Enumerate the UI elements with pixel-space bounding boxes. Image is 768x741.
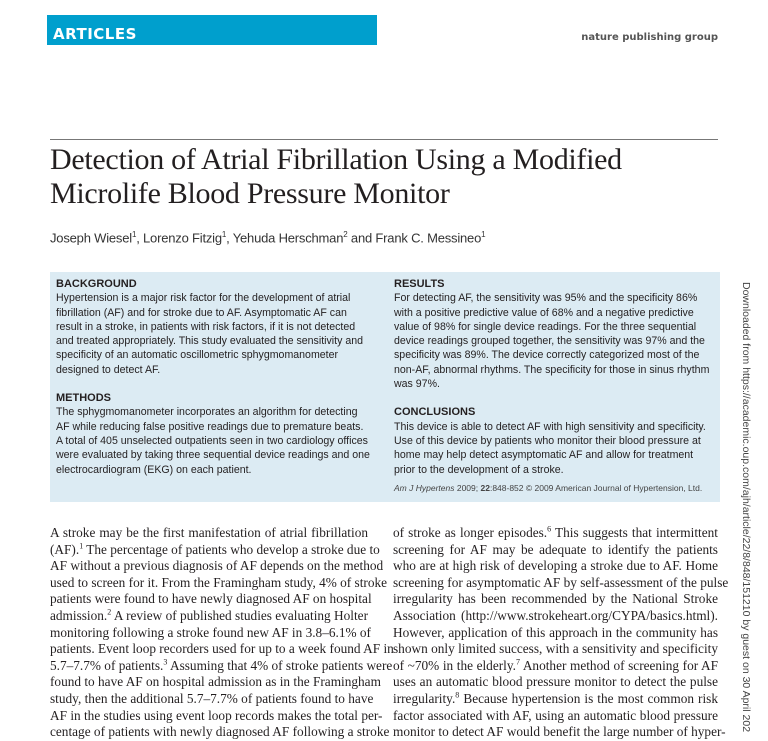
body-text-line: [393, 658, 718, 675]
body-text-line: [50, 608, 368, 625]
text-run: Assuming that 4% of stroke patients were: [167, 657, 393, 673]
abstract-box: [50, 272, 720, 502]
body-text-line: [393, 641, 718, 658]
text-run: Another method of screening for AF: [519, 657, 719, 673]
text-run: (AF).: [50, 541, 80, 557]
text-run: study, then the additional 5.7–7.7% of patients found to have: [50, 690, 374, 706]
text-run: A review of published studies evaluating Holter: [111, 607, 368, 623]
text-run: The percentage of patients who develop a stroke due to: [83, 541, 380, 557]
body-text-line: [50, 657, 393, 675]
author-name: Frank C. Messineo: [375, 230, 482, 246]
abstract-line: were evaluated by taking three sequential device readings and one: [56, 449, 370, 462]
abstract-line: home may help detect asymptomatic AF and allow for treatment: [394, 449, 694, 462]
abstract-line: AF while reducing false positive readings due to premature beats.: [56, 420, 364, 433]
body-text-line: [393, 574, 729, 592]
body-text-line: [393, 674, 718, 691]
body-text-line: [50, 707, 383, 725]
affiliation-marker: 1: [481, 230, 486, 239]
abstract-line: prior to the development of a stroke.: [394, 463, 564, 476]
download-watermark: Downloaded from https://academic.oup.com/ajh/article/22/8/848/151210 by guest on 30 April 202: [740, 282, 752, 733]
body-text-line: [50, 674, 381, 691]
body-left-column: [50, 525, 394, 741]
methods-heading: METHODS: [56, 392, 111, 405]
text-run: of ~70% in the elderly.: [393, 657, 516, 673]
abstract-line: For detecting AF, the sensitivity was 95% and the specificity 86%: [394, 292, 698, 305]
title-line: Detection of Atrial Fibrillation Using a Modified: [50, 143, 622, 176]
title-rule: [50, 139, 718, 140]
abstract-line: electrocardiogram (EKG) on each patient.: [56, 463, 252, 476]
affiliation-marker: 1: [131, 230, 137, 239]
abstract-line: with a positive predictive value of 68% and a negative predictive: [394, 306, 694, 319]
reference-marker: 7: [515, 657, 520, 667]
body-text-line: [50, 724, 390, 741]
author-name: Joseph Wiesel: [50, 230, 132, 246]
body-text-line: [393, 608, 718, 625]
reference-marker: 8: [455, 690, 460, 700]
reference-marker: 2: [107, 607, 112, 617]
body-right-column: [393, 524, 729, 741]
reference-marker: 1: [79, 541, 84, 551]
section-label: ARTICLES: [53, 25, 137, 43]
conclusions-heading: CONCLUSIONS: [394, 406, 476, 419]
text-run: AF in the studies using event loop records makes the total per-: [50, 707, 383, 723]
abstract-right-column: [394, 277, 714, 495]
reference-marker: 6: [547, 524, 552, 534]
text-run: A stroke may be the first manifestation of atrial fibrillation: [50, 525, 368, 540]
text-run: patients were found to have newly diagnosed AF on hospital: [50, 591, 372, 607]
text-run: irregularity.: [393, 690, 456, 706]
body-text-line: [50, 641, 394, 658]
text-run: factor associated with AF, using an automatic blood pressure: [393, 707, 718, 723]
author-name: Lorenzo Fitzig: [143, 230, 222, 246]
body-text-line: [50, 591, 372, 608]
body-text-line: [50, 525, 368, 542]
section-banner: [47, 15, 377, 45]
text-run: centage of patients with newly diagnosed AF following a stroke: [50, 724, 390, 740]
text-run: This suggests that intermittent: [551, 525, 718, 540]
abstract-line: specificity of an automatic oscillometric sphygmomanometer: [56, 349, 339, 362]
conclusions-text: [394, 420, 714, 477]
author-name: Yehuda Herschman: [232, 230, 344, 246]
body-text-line: [50, 541, 380, 559]
abstract-line: and treated appropriately. This study evaluated the sensitivity and: [56, 335, 364, 348]
text-run: AF without a previous diagnosis of AF depends on the method: [50, 558, 384, 574]
text-run: uses an automatic blood pressure monitor to detect the pulse: [393, 674, 718, 690]
abstract-line: A total of 405 unselected outpatients seen in two cardiology offices: [56, 434, 368, 447]
title-line: Microlife Blood Pressure Monitor: [50, 177, 450, 210]
abstract-left-column: [56, 277, 376, 477]
body-text-line: [50, 574, 388, 592]
body-text-line: [393, 625, 718, 642]
affiliation-marker: 2: [343, 230, 348, 239]
abstract-line: specificity was 89%. The device correctly categorized most of the: [394, 349, 700, 362]
author-separator: and: [347, 230, 376, 246]
article-title: [50, 143, 622, 211]
abstract-line: fibrillation (AF) and for stroke due to AF. Asymptomatic AF can: [56, 306, 347, 319]
text-run: monitoring following a stroke found new AF in 3.8–6.1% of: [50, 624, 371, 640]
reference-marker: 3: [163, 657, 168, 667]
abstract-line: The sphygmomanometer incorporates an algorithm for detecting: [56, 406, 358, 419]
affiliation-marker: 1: [221, 230, 227, 239]
abstract-line: non-AF, abnormal rhythms. The specificity for those in sinus rhythm: [394, 363, 710, 376]
text-run: 5.7–7.7% of patients.: [50, 657, 164, 673]
author-list: [50, 230, 485, 245]
text-run: of stroke as longer episodes.: [393, 525, 548, 540]
text-run: monitor to detect AF would benefit the large number of hyper-: [393, 724, 726, 740]
publisher-name: nature publishing group: [581, 32, 718, 43]
text-run: found to have AF on hospital admission as in the Framingham: [50, 674, 381, 690]
body-text-line: [50, 558, 384, 575]
abstract-line: value of 98% for single device readings. For the three sequential: [394, 320, 697, 333]
text-run: Association (http://www.strokeheart.org/CYPA/basics.html).: [393, 607, 718, 623]
body-text-line: [393, 525, 718, 542]
citation: Am J Hypertens 2009; 22:848-852 © 2009 American Journal of Hypertension, Ltd.: [394, 482, 703, 493]
text-run: irregularity has been recommended by the National Stroke: [393, 591, 718, 607]
author-separator: ,: [136, 230, 144, 246]
body-text-line: [50, 624, 371, 642]
abstract-line: result in a stroke, in patients with risk factors, if it is not detected: [56, 320, 356, 333]
body-text-line: [393, 708, 718, 725]
abstract-line: Use of this device by patients who monitor their blood pressure at: [394, 434, 701, 447]
abstract-line: Hypertension is a major risk factor for the development of atrial: [56, 292, 351, 305]
abstract-line: This device is able to detect AF with high sensitivity and specificity.: [394, 420, 706, 433]
abstract-line: designed to detect AF.: [56, 363, 161, 376]
text-run: However, application of this approach in the community has: [393, 624, 718, 640]
abstract-line: device readings grouped together, the sensitivity was 97% and the: [394, 335, 705, 348]
text-run: Because hypertension is the most common risk: [459, 690, 718, 706]
results-text: [394, 291, 714, 391]
body-text-line: [393, 542, 718, 559]
text-run: patients. Event loop recorders used for up to a week found AF in: [50, 641, 394, 657]
body-text-line: [393, 724, 726, 741]
body-text-line: [393, 558, 718, 575]
body-text-line: [50, 690, 374, 708]
text-run: used to screen for it. From the Framingham study, 4% of stroke: [50, 574, 388, 590]
body-text-line: [393, 591, 718, 608]
text-run: screening for AF may be adequate to identify the patients: [393, 541, 718, 557]
text-run: who are at high risk of developing a stroke due to AF. Home: [393, 558, 718, 574]
text-run: admission.: [50, 607, 108, 623]
results-heading: RESULTS: [394, 278, 445, 290]
body-text-line: [393, 691, 718, 708]
background-text: [56, 291, 376, 377]
author-separator: ,: [226, 230, 233, 246]
text-run: shown only limited success, with a sensitivity and specificity: [393, 641, 718, 657]
methods-text: [56, 405, 376, 476]
background-heading: BACKGROUND: [56, 278, 137, 290]
text-run: screening for asymptomatic AF by self-assessment of the pulse: [393, 574, 729, 590]
abstract-line: was 97%.: [394, 378, 440, 391]
